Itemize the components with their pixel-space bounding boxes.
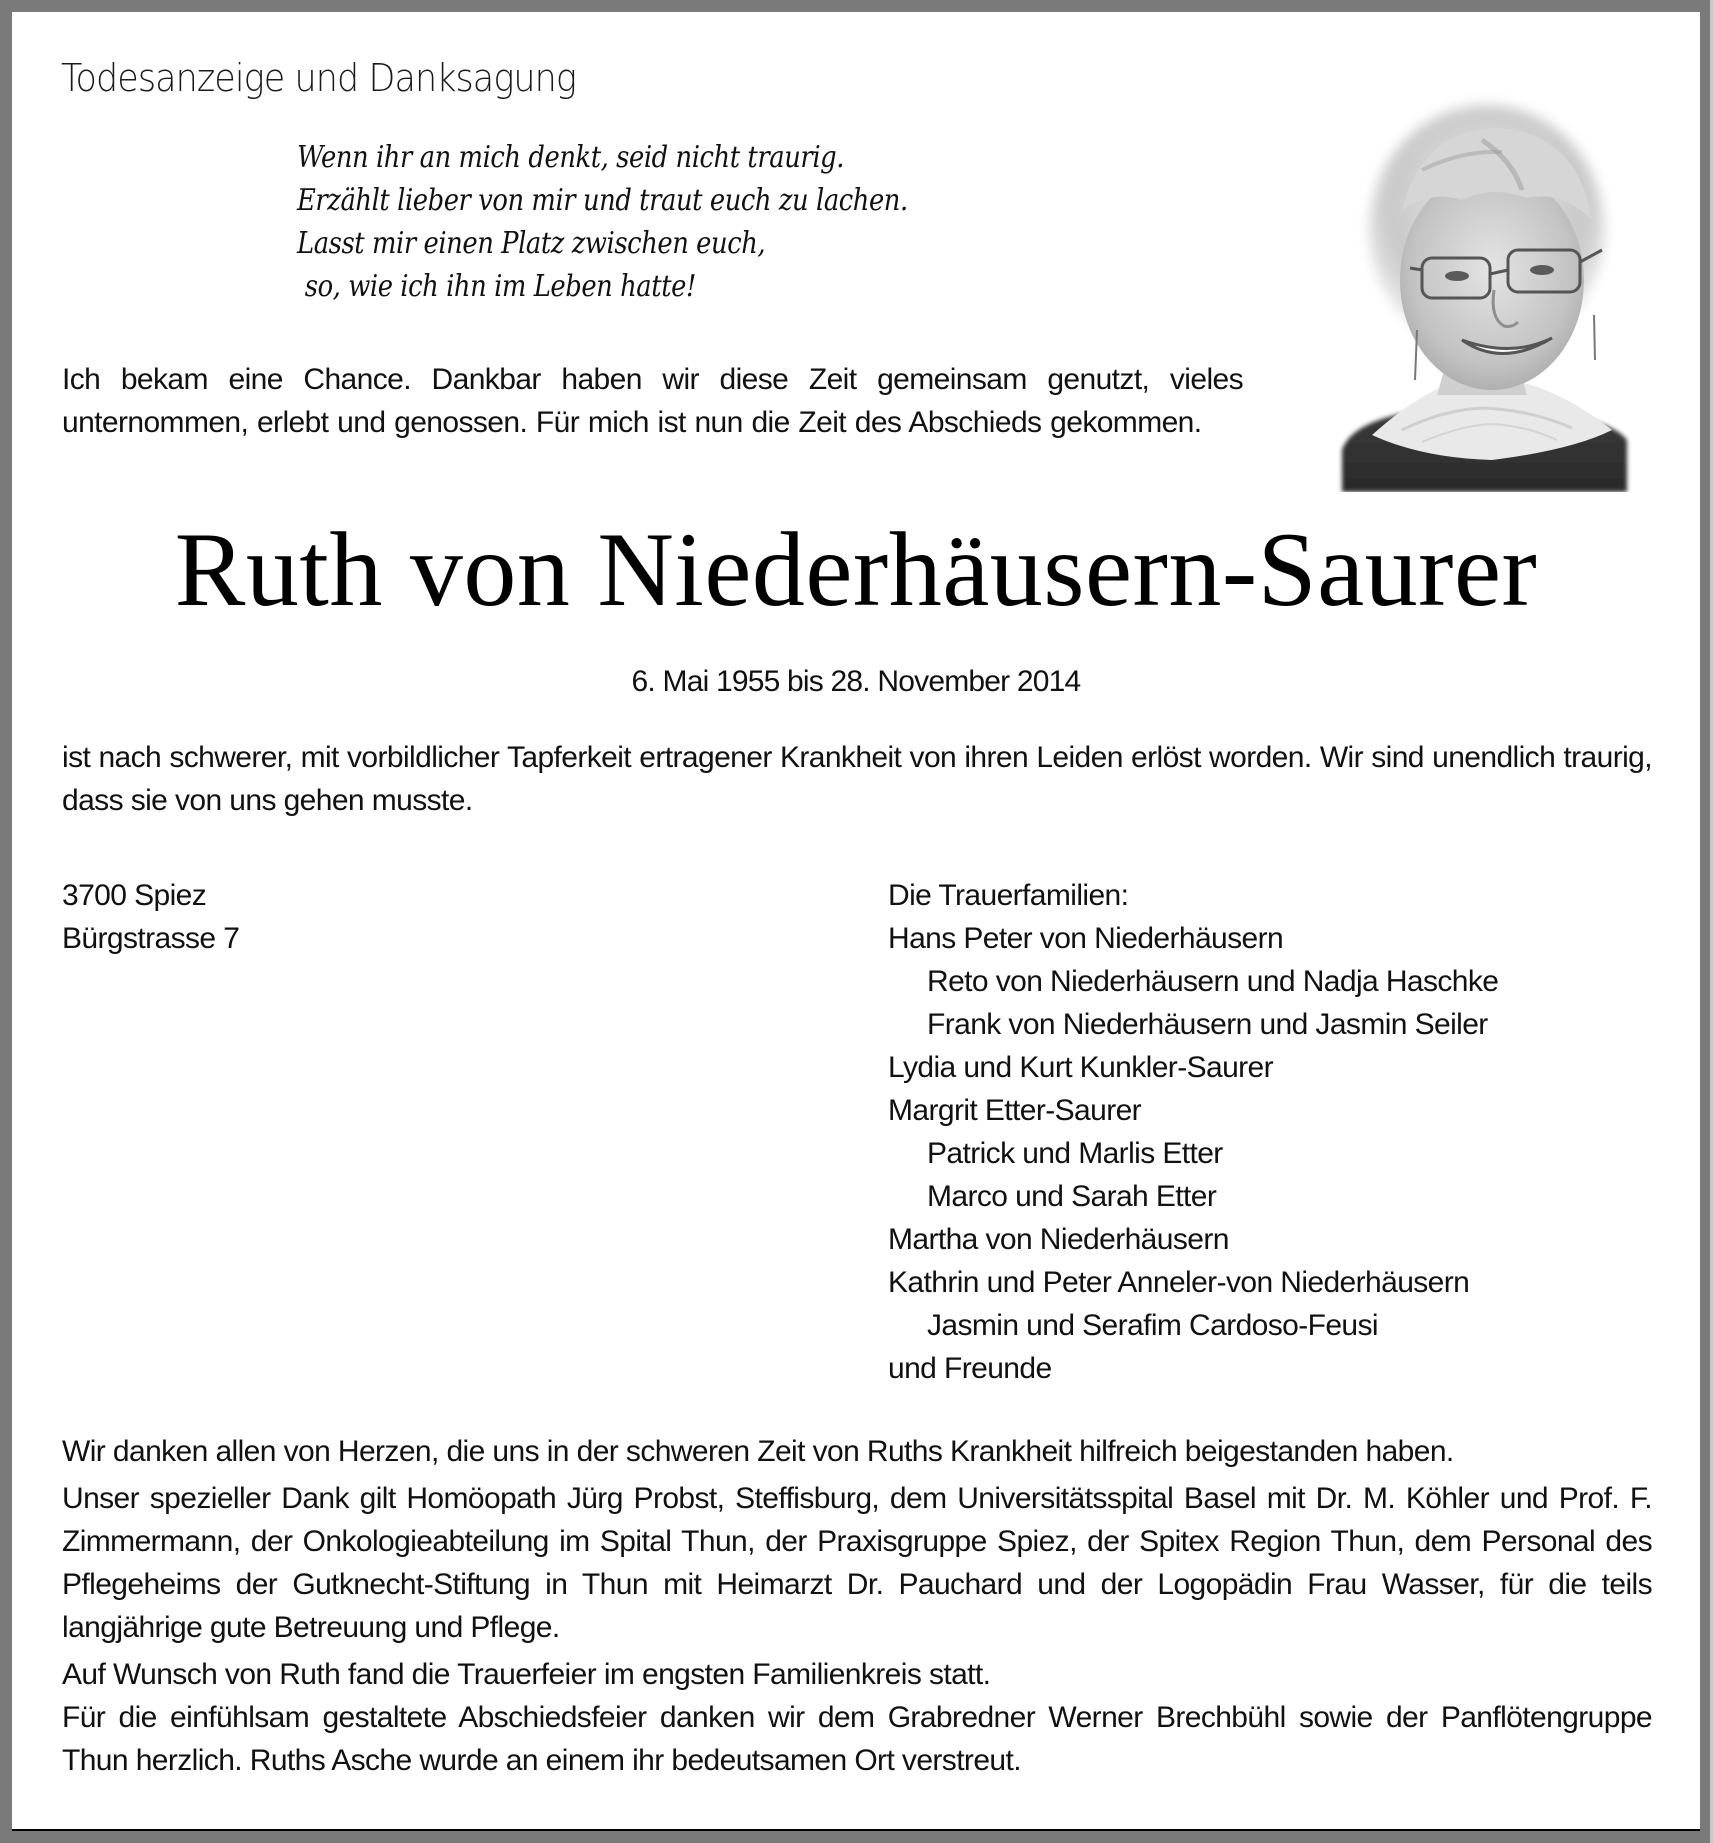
poem-line: so, wie ich ihn im Leben hatte! (297, 269, 696, 304)
poem-line: Erzählt lieber von mir und traut euch zu lachen. (297, 183, 908, 218)
families-heading: Die Trauerfamilien: (888, 879, 1129, 912)
thanks-section (62, 1430, 1652, 1786)
family-entry: Reto von Niederhäusern und Nadja Haschke (927, 965, 1499, 998)
family-entry: Patrick und Marlis Etter (927, 1137, 1223, 1170)
family-entry: Margrit Etter-Saurer (888, 1094, 1142, 1127)
address-city: 3700 Spiez (62, 879, 207, 912)
address-street: Bürgstrasse 7 (62, 922, 240, 955)
family-entry: Hans Peter von Niederhäusern (888, 922, 1284, 955)
family-entry: Martha von Niederhäusern (888, 1223, 1229, 1256)
poem-line: Lasst mir einen Platz zwischen euch, (297, 226, 766, 261)
funeral-note: Auf Wunsch von Ruth fand die Trauerfeier im engsten Familienkreis statt. (62, 1658, 991, 1691)
family-entry: Frank von Niederhäusern und Jasmin Seiler (927, 1008, 1488, 1041)
family-entry: Lydia und Kurt Kunkler-Saurer (888, 1051, 1274, 1084)
portrait-image (1312, 90, 1652, 492)
intro-paragraph: Ich bekam eine Chance. Dankbar haben wir diese Zeit gemeinsam genutzt, vieles unternommen, erlebt und genossen. Für mich ist nun die Zeit des Abschieds gekommen. (62, 363, 1243, 439)
family-entry: und Freunde (888, 1352, 1052, 1385)
family-entry: Jasmin und Serafim Cardoso-Feusi (927, 1309, 1378, 1342)
deceased-name: Ruth von Niederhäusern-Saurer (174, 511, 1538, 628)
life-dates: 6. Mai 1955 bis 28. November 2014 (631, 665, 1081, 698)
thanks-special: Unser spezieller Dank gilt Homöopath Jürg Probst, Steffisburg, dem Universitätsspital Basel mit Dr. M. Köhler und Prof. F. Zimmermann, der Onkologieabteilung im Spital Thun, der Praxisgruppe Spiez, der Spitex Region Thun, dem Personal des Pflegeheims der Gutknecht-Stiftung in Thun mit Heimarzt Dr. Pauchard und der Logopädin Frau Wasser, für die teils langjährige gute Betreuung und Pflege. (62, 1482, 1652, 1644)
portrait-photo (1312, 90, 1652, 492)
obituary-notice (12, 12, 1700, 1830)
family-entry: Kathrin und Peter Anneler-von Niederhäusern (888, 1266, 1470, 1299)
ceremony-thanks: Für die einfühlsam gestaltete Abschiedsfeier danken wir dem Grabredner Werner Brechbühl sowie der Panflötengruppe Thun herzlich. Ruths Asche wurde an einem ihr bedeutsamen Ort verstreut. (62, 1701, 1652, 1777)
poem-line: Wenn ihr an mich denkt, seid nicht traurig. (297, 140, 845, 175)
notice-type-label: Todesanzeige und Danksagung (61, 56, 576, 100)
address-block (62, 874, 239, 960)
family-entry: Marco und Sarah Etter (927, 1180, 1217, 1213)
sheet-bottom-edge (12, 1829, 1700, 1831)
mourning-families (888, 874, 1498, 1390)
announcement-paragraph: ist nach schwerer, mit vorbildlicher Tapferkeit ertragener Krankheit von ihren Leiden erlöst worden. Wir sind unendlich traurig, dass sie von uns gehen musste. (62, 741, 1652, 817)
poem (297, 136, 908, 308)
thanks-general: Wir danken allen von Herzen, die uns in der schweren Zeit von Ruths Krankheit hilfreich beigestanden haben. (62, 1435, 1454, 1468)
